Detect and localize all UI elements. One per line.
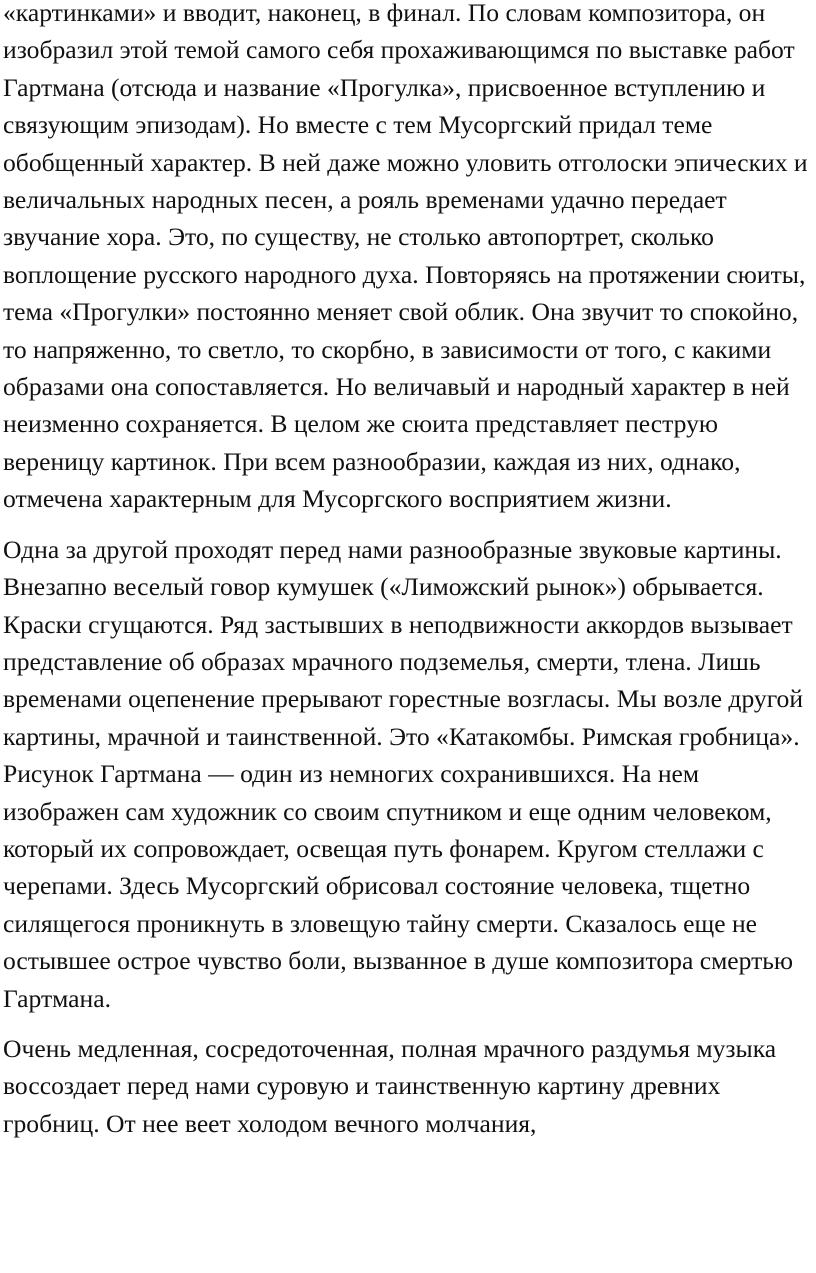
paragraph-2: Одна за другой проходят перед нами разнообразные звуковые картины. Внезапно веселый говор кумушек («Лиможский рынок») обрывается. Краски сгущаются. Ряд застывших в неподвижности аккордов вызывает представление об образах мрачного подземелья, смерти, тлена. Лишь временами оцепенение прерывают горестные возгласы. Мы возле другой картины, мрачной и таинственной. Это «Катакомбы. Римская гробница». Рисунок Гартмана — один из немногих сохранившихся. На нем изображен сам художник со своим спутником и еще одним человеком, который их сопровождает, освещая путь фонарем. Кругом стеллажи с черепами. Здесь Мусоргский обрисовал состояние человека, тщетно силящегося проникнуть в зловещую тайну смерти. Сказалось еще не остывшее острое чувство боли, вызванное в душе композитора смертью Гартмана. [3,534,804,1013]
paragraph-3: Очень медленная, сосредоточенная, полная мрачного раздумья музыка воссоздает перед нами суровую и таинственную картину древних гробниц. От нее веет холодом вечного молчания, [3,1033,777,1138]
paragraph-1: «картинками» и вводит, наконец, в финал. По словам композитора, он изобразил этой темой самого себя прохаживающимся по выставке работ Гартмана (отсюда и название «Прогулка», присвоенное вступлению и связующим эпизодам). Но вместе с тем Мусоргский придал теме обобщенный характер. В ней даже можно уловить отголоски эпических и величальных народных песен, а рояль временами удачно передает звучание хора. Это, по существу, не столько автопортрет, сколько воплощение русского народного духа. Повторяясь на протяжении сюиты, тема «Прогулки» постоянно меняет свой облик. Она звучит то спокойно, то напряженно, то светло, то скорбно, в зависимости от того, с какими образами она сопоставляется. Но величавый и народный характер в ней неизменно сохраняется. В целом же сюита представляет пеструю вереницу картинок. При всем разнообразии, каждая из них, однако, отмечена характерным для Мусоргского восприятием жизни. [3,0,808,514]
